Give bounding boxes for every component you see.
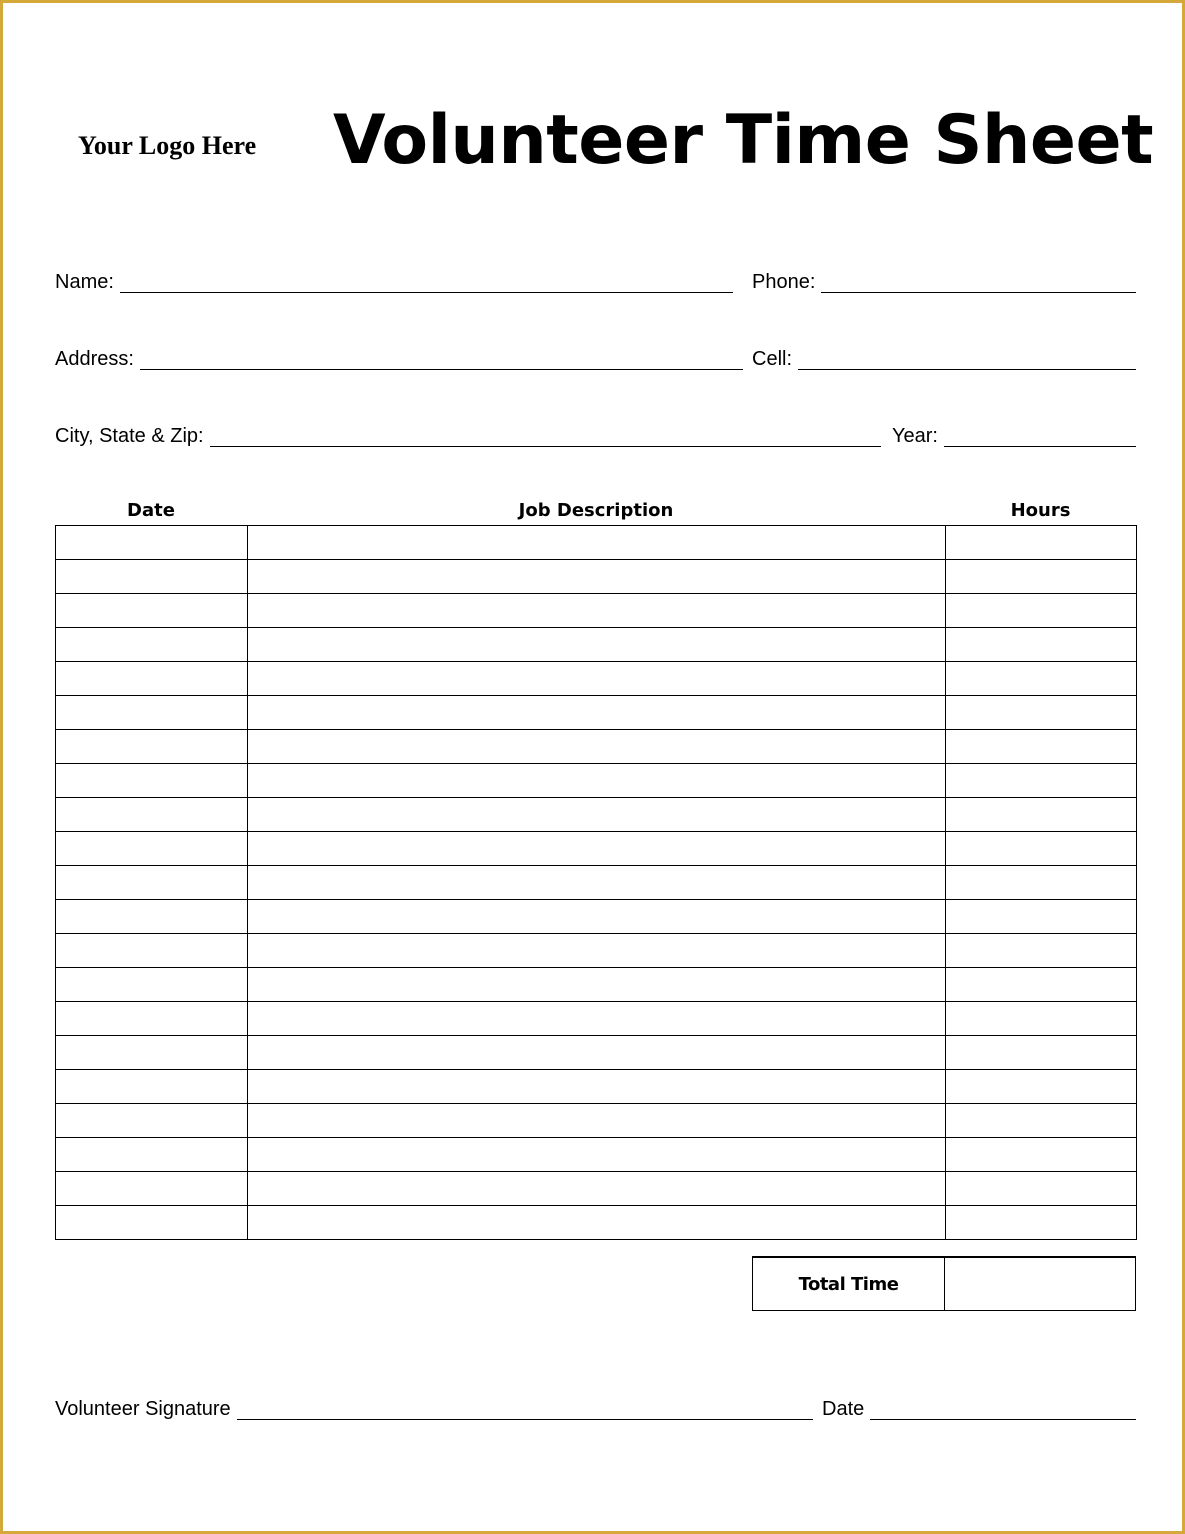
signature-input-line[interactable] [237,1401,813,1420]
name-input-line[interactable] [120,274,733,293]
hours-cell[interactable] [946,968,1137,1002]
cell-label: Cell: [752,348,793,370]
year-input-line[interactable] [944,428,1136,447]
hours-cell[interactable] [946,1070,1137,1104]
table-row [56,1104,1137,1138]
date-cell[interactable] [56,730,248,764]
hours-cell[interactable] [946,934,1137,968]
hours-cell[interactable] [946,866,1137,900]
date-cell[interactable] [56,900,248,934]
signature-date-label: Date [822,1398,865,1420]
date-cell[interactable] [56,1036,248,1070]
job-description-cell[interactable] [248,696,946,730]
hours-cell[interactable] [946,1206,1137,1240]
hours-cell[interactable] [946,764,1137,798]
signature-date-field [822,1398,1136,1420]
hours-cell[interactable] [946,1002,1137,1036]
hours-cell[interactable] [946,662,1137,696]
table-row [56,662,1137,696]
table-row [56,798,1137,832]
year-field [892,425,1136,447]
job-description-cell[interactable] [248,628,946,662]
job-description-cell[interactable] [248,798,946,832]
total-time-label: Total Time [753,1258,945,1310]
job-description-cell[interactable] [248,900,946,934]
hours-cell[interactable] [946,526,1137,560]
hours-cell[interactable] [946,628,1137,662]
hours-cell[interactable] [946,730,1137,764]
table-row [56,696,1137,730]
table-row [56,560,1137,594]
hours-cell[interactable] [946,1036,1137,1070]
hours-cell[interactable] [946,560,1137,594]
timesheet-table-body [56,526,1137,1240]
job-description-cell[interactable] [248,866,946,900]
table-row [56,1206,1137,1240]
job-description-cell[interactable] [248,526,946,560]
cell-field [752,348,1136,370]
job-description-cell[interactable] [248,594,946,628]
date-cell[interactable] [56,696,248,730]
city-field [55,425,881,447]
signature-date-input-line[interactable] [870,1401,1136,1420]
table-row [56,934,1137,968]
table-row [56,1070,1137,1104]
hours-cell[interactable] [946,832,1137,866]
job-description-cell[interactable] [248,1104,946,1138]
date-cell[interactable] [56,1138,248,1172]
job-description-cell[interactable] [248,1138,946,1172]
job-description-cell[interactable] [248,764,946,798]
date-cell[interactable] [56,866,248,900]
table-row [56,866,1137,900]
address-field [55,348,743,370]
table-row [56,526,1137,560]
date-cell[interactable] [56,968,248,1002]
cell-input-line[interactable] [798,351,1136,370]
hours-cell[interactable] [946,1172,1137,1206]
date-cell[interactable] [56,526,248,560]
table-row [56,1138,1137,1172]
timesheet-table [55,525,1137,1240]
address-label: Address: [55,348,134,370]
hours-cell[interactable] [946,696,1137,730]
job-description-cell[interactable] [248,662,946,696]
date-cell[interactable] [56,1172,248,1206]
total-time-value-cell[interactable] [945,1258,1135,1310]
year-label: Year: [892,425,938,447]
date-cell[interactable] [56,832,248,866]
table-row [56,1036,1137,1070]
job-description-cell[interactable] [248,560,946,594]
table-row [56,628,1137,662]
job-description-cell[interactable] [248,968,946,1002]
job-description-cell[interactable] [248,1172,946,1206]
table-row [56,1172,1137,1206]
city-label: City, State & Zip: [55,425,204,447]
table-row [56,594,1137,628]
signature-label: Volunteer Signature [55,1398,231,1420]
table-row [56,832,1137,866]
job-description-cell[interactable] [248,1070,946,1104]
job-description-cell[interactable] [248,934,946,968]
job-description-cell[interactable] [248,832,946,866]
date-cell[interactable] [56,560,248,594]
date-cell[interactable] [56,798,248,832]
date-cell[interactable] [56,934,248,968]
date-cell[interactable] [56,594,248,628]
hours-cell[interactable] [946,594,1137,628]
date-cell[interactable] [56,628,248,662]
column-header-date: Date [127,500,175,521]
page-title: Volunteer Time Sheet [333,101,1154,180]
total-time-box [752,1256,1136,1311]
table-row [56,900,1137,934]
phone-label: Phone: [752,271,816,293]
address-input-line[interactable] [140,351,743,370]
table-row [56,1002,1137,1036]
name-label: Name: [55,271,114,293]
name-field [55,271,733,293]
date-cell[interactable] [56,1002,248,1036]
column-header-job-description: Job Description [518,500,674,521]
hours-cell[interactable] [946,900,1137,934]
date-cell[interactable] [56,1206,248,1240]
job-description-cell[interactable] [248,1206,946,1240]
table-row [56,968,1137,1002]
logo-placeholder: Your Logo Here [78,131,257,160]
phone-input-line[interactable] [821,274,1136,293]
job-description-cell[interactable] [248,1036,946,1070]
table-row [56,764,1137,798]
signature-field [55,1398,813,1420]
date-cell[interactable] [56,1104,248,1138]
table-row [56,730,1137,764]
job-description-cell[interactable] [248,730,946,764]
date-cell[interactable] [56,764,248,798]
hours-cell[interactable] [946,1138,1137,1172]
hours-cell[interactable] [946,1104,1137,1138]
column-header-hours: Hours [1010,500,1071,521]
city-input-line[interactable] [210,428,881,447]
job-description-cell[interactable] [248,1002,946,1036]
date-cell[interactable] [56,662,248,696]
phone-field [752,271,1136,293]
date-cell[interactable] [56,1070,248,1104]
hours-cell[interactable] [946,798,1137,832]
